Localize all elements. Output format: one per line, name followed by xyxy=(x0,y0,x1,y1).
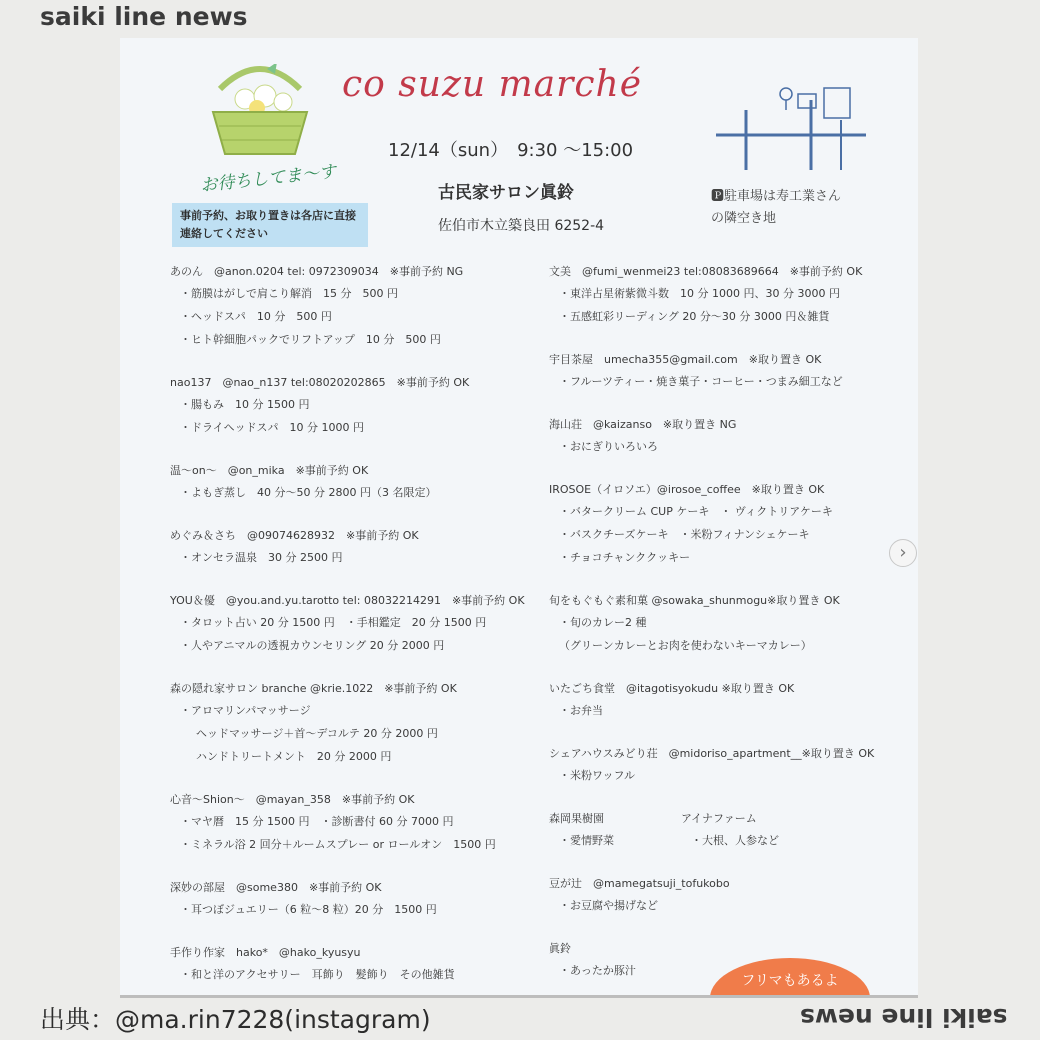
vendor-entry xyxy=(170,790,550,856)
access-map-illustration xyxy=(716,80,866,180)
poster-title: co suzu marché xyxy=(342,64,642,105)
vendor-header: シェアハウスみどり荘 @midoriso_apartment__※取り置き OK xyxy=(549,747,875,760)
vendor-header: YOU＆優 @you.and.yu.tarotto tel: 08032214291 ※事前予約 OK xyxy=(170,594,525,607)
vendor-item: ・アロマリンパマッサージ xyxy=(180,704,311,717)
vendor-item: ・ミネラル浴 2 回分＋ルームスプレー or ロールオン 1500 円 xyxy=(180,838,496,851)
vendor-item: ・筋膜はがしで肩こり解消 15 分 500 円 xyxy=(180,287,398,300)
vendor-entry xyxy=(170,262,550,351)
vendor-list-left xyxy=(170,262,550,998)
vendor-item: ・あったか豚汁 xyxy=(559,964,636,977)
vendor-entry xyxy=(170,943,550,986)
vendor-header: 文美 @fumi_wenmei23 tel:08083689664 ※事前予約 OK xyxy=(549,265,863,278)
venue-address: 佐伯市木立築良田 6252-4 xyxy=(438,218,605,234)
parking-line-2: の隣空き地 xyxy=(711,211,777,226)
vendor-item: （グリーンカレーとお肉を使わないキーマカレー） xyxy=(559,639,812,652)
event-poster-image xyxy=(120,38,918,998)
vendor-entry xyxy=(170,526,550,569)
image-source-credit: 出典：@ma.rin7228(instagram) xyxy=(40,1005,431,1034)
vendor-item: ・よもぎ蒸し 40 分〜50 分 2800 円（3 名限定） xyxy=(180,486,437,499)
vendor-item: ・マヤ暦 15 分 1500 円 ・診断書付 60 分 7000 円 xyxy=(180,815,454,828)
vendor-item: ・おにぎりいろいろ xyxy=(559,440,658,453)
vendor-header: 森の隠れ家サロン branche @krie.1022 ※事前予約 OK xyxy=(170,682,457,695)
venue-name: 古民家サロン眞鈴 xyxy=(438,183,574,203)
vendor-item: ・旬のカレー2 種 xyxy=(559,616,647,629)
parking-info xyxy=(711,186,841,230)
vendor-header: 森岡果樹園 アイナファーム xyxy=(549,812,757,825)
flower-basket-illustration xyxy=(205,64,315,164)
vendor-item: ・愛情野菜 ・大根、人参など xyxy=(559,834,779,847)
vendor-header: めぐみ＆さち @09074628932 ※事前予約 OK xyxy=(170,529,419,542)
vendor-entry xyxy=(549,809,909,852)
vendor-subitem: ハンドトリートメント 20 分 2000 円 xyxy=(196,750,392,763)
vendor-entry xyxy=(549,480,909,569)
vendor-item: ・腸もみ 10 分 1500 円 xyxy=(180,398,310,411)
vendor-item: ・タロット占い 20 分 1500 円 ・手相鑑定 20 分 1500 円 xyxy=(180,616,487,629)
vendor-item: ・人やアニマルの透視カウンセリング 20 分 2000 円 xyxy=(180,639,445,652)
vendor-item: ・ヒト幹細胞パックでリフトアップ 10 分 500 円 xyxy=(180,333,441,346)
vendor-header: 宇目茶屋 umecha355@gmail.com ※取り置き OK xyxy=(549,353,822,366)
vendor-header: 眞鈴 xyxy=(549,942,571,955)
vendor-entry xyxy=(549,591,909,657)
vendor-header: 温〜on〜 @on_mika ※事前予約 OK xyxy=(170,464,369,477)
vendor-entry xyxy=(170,679,550,768)
vendor-item: ・フルーツティー・焼き菓子・コーヒー・つまみ細工など xyxy=(559,375,843,388)
vendor-item: ・東洋占星術紫微斗数 10 分 1000 円、30 分 3000 円 xyxy=(559,287,840,300)
vendor-entry xyxy=(549,415,909,458)
flea-market-badge: フリマもあるよ xyxy=(710,958,870,998)
vendor-item: ・米粉ワッフル xyxy=(559,769,636,782)
vendor-entry xyxy=(170,878,550,921)
vendor-list-right xyxy=(549,262,909,998)
vendor-entry xyxy=(549,744,909,787)
vendor-entry xyxy=(170,461,550,504)
vendor-subitem: ヘッドマッサージ＋首〜デコルテ 20 分 2000 円 xyxy=(196,727,438,740)
vendor-item: ・オンセラ温泉 30 分 2500 円 xyxy=(180,551,343,564)
vendor-item: ・和と洋のアクセサリー 耳飾り 髪飾り その他雑貨 xyxy=(180,968,455,981)
vendor-item: ・お弁当 xyxy=(559,704,603,717)
vendor-entry xyxy=(549,874,909,917)
vendor-entry xyxy=(170,373,550,439)
vendor-header: IROSOE（イロソエ）@irosoe_coffee ※取り置き OK xyxy=(549,483,825,496)
vendor-item: ・耳つぼジュエリー（6 粒〜8 粒）20 分 1500 円 xyxy=(180,903,437,916)
vendor-header: nao137 @nao_n137 tel:08020202865 ※事前予約 OK xyxy=(170,376,470,389)
vendor-header: あのん @anon.0204 tel: 0972309034 ※事前予約 NG xyxy=(170,265,464,278)
vendor-item: ・五感虹彩リーディング 20 分〜30 分 3000 円＆雑貨 xyxy=(559,310,830,323)
vendor-header: 手作り作家 hako* @hako_kyusyu xyxy=(170,946,361,959)
vendor-header: 豆が辻 @mamegatsuji_tofukobo xyxy=(549,877,730,890)
vendor-item: ・バスクチーズケーキ ・米粉フィナンシェケーキ xyxy=(559,528,810,541)
vendor-item: ・ドライヘッドスパ 10 分 1000 円 xyxy=(180,421,365,434)
vendor-item: ・チョコチャンククッキー xyxy=(559,551,691,564)
vendor-item: ・お豆腐や揚げなど xyxy=(559,899,658,912)
vendor-item: ・バタークリーム CUP ケーキ ・ ヴィクトリアケーキ xyxy=(559,505,833,518)
vendor-header: 旬をもぐもぐ素和菓 @sowaka_shunmogu※取り置き OK xyxy=(549,594,840,607)
waiting-message: お待ちしてま〜す xyxy=(199,161,337,197)
vendor-entry xyxy=(549,350,909,393)
parking-line-1: 🅿駐車場は寿工業さん xyxy=(711,189,842,204)
vendor-entry xyxy=(549,262,909,328)
vendor-entry xyxy=(549,679,909,722)
brand-logo-top: saiki line news xyxy=(40,2,248,31)
vendor-header: 深妙の部屋 @some380 ※事前予約 OK xyxy=(170,881,382,894)
vendor-header: 心音〜Shion〜 @mayan_358 ※事前予約 OK xyxy=(170,793,415,806)
vendor-entry xyxy=(170,591,550,657)
reservation-notice: 事前予約、お取り置きは各店に直接連絡してください xyxy=(172,203,368,247)
vendor-header: 海山荘 @kaizanso ※取り置き NG xyxy=(549,418,737,431)
next-image-button[interactable]: › xyxy=(889,539,917,567)
brand-logo-bottom-inverted: saiki line news xyxy=(800,1003,1008,1032)
vendor-item: ・ヘッドスパ 10 分 500 円 xyxy=(180,310,332,323)
event-datetime: 12/14（sun） 9:30 〜15:00 xyxy=(388,140,634,161)
vendor-header: いたごち食堂 @itagotisyokudu ※取り置き OK xyxy=(549,682,795,695)
